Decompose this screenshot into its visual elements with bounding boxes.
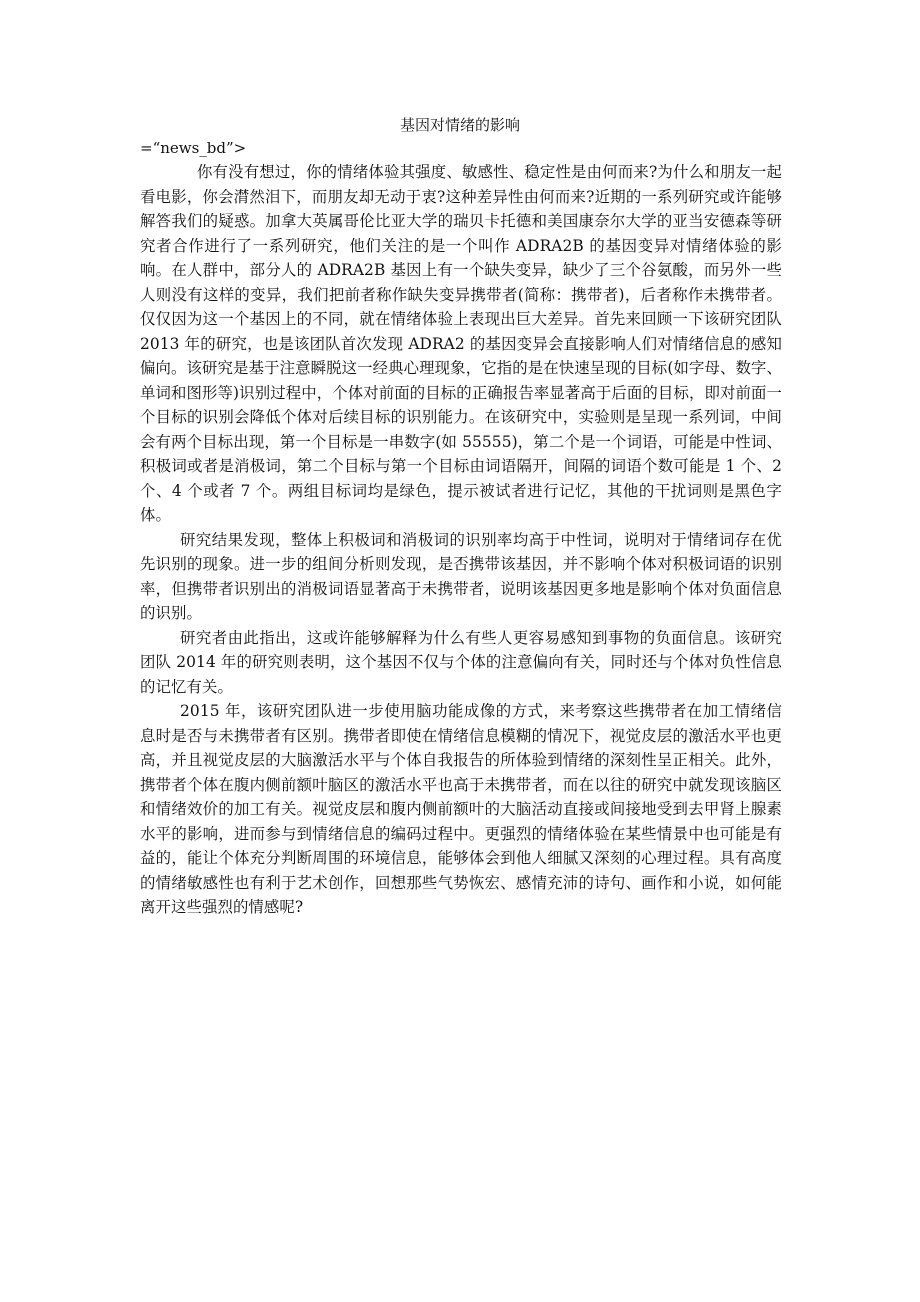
- paragraph-3: 研究者由此指出，这或许能够解释为什么有些人更容易感知到事物的负面信息。该研究团队 2014 年的研究则表明，这个基因不仅与个体的注意偏向有关，同时还与个体对负性信息的记忆有关。: [140, 628, 782, 696]
- paragraph-2: 研究结果发现，整体上积极词和消极词的识别率均高于中性词，说明对于情绪词存在优先识别的现象。进一步的组间分析则发现，是否携带该基因，并不影响个体对积极词语的识别率，但携带者识别出的消极词语显著高于未携带者，说明该基因更多地是影响个体对负面信息的识别。: [140, 530, 782, 622]
- article-body: [140, 160, 782, 920]
- paragraph-1: 你有没有想过，你的情绪体验其强度、敏感性、稳定性是由何而来?为什么和朋友一起看电影，你会潸然泪下，而朋友却无动于衷?这种差异性由何而来?近期的一系列研究或许能够解答我们的疑惑。加拿大英属哥伦比亚大学的瑞贝卡托德和美国康奈尔大学的亚当安德森等研究者合作进行了一系列研究，他们关注的是一个叫作 ADRA2B 的基因变异对情绪体验的影响。在人群中，部分人的 ADRA2B 基因上有一个缺失变异，缺少了三个谷氨酸，而另外一些人则没有这样的变异，我们把前者称作缺失变异携带者(简称：携带者)，后者称作未携带者。仅仅因为这一个基因上的不同，就在情绪体验上表现出巨大差异。首先来回顾一下该研究团队 2013 年的研究，也是该团队首次发现 ADRA2 的基因变异会直接影响人们对情绪信息的感知偏向。该研究是基于注意瞬脱这一经典心理现象，它指的是在快速呈现的目标(如字母、数字、单词和图形等)识别过程中，个体对前面的目标的正确报告率显著高于后面的目标，即对前面一个目标的识别会降低个体对后续目标的识别能力。在该研究中，实验则是呈现一系列词，中间会有两个目标出现，第一个目标是一串数字(如 55555)，第二个是一个词语，可能是中性词、积极词或者是消极词，第二个目标与第一个目标由词语隔开，间隔的词语个数可能是 1 个、2 个、4 个或者 7 个。两组目标词均是绿色，提示被试者进行记忆，其他的干扰词则是黑色字体。: [140, 163, 782, 524]
- document-title: 基因对情绪的影响: [399, 116, 520, 134]
- paragraph-4: 2015 年，该研究团队进一步使用脑功能成像的方式，来考察这些携带者在加工情绪信息时是否与未携带者有区别。携带者即使在情绪信息模糊的情况下，视觉皮层的激活水平也更高，并且视觉皮层的大脑激活水平与个体自我报告的所体验到情绪的深刻性呈正相关。此外，携带者个体在腹内侧前额叶脑区的激活水平也高于未携带者，而在以往的研究中就发现该脑区和情绪效价的加工有关。视觉皮层和腹内侧前额叶的大脑活动直接或间接地受到去甲肾上腺素水平的影响，进而参与到情绪信息的编码过程中。更强烈的情绪体验在某些情景中也可能是有益的，能让个体充分判断周围的环境信息，能够体会到他人细腻又深刻的心理过程。具有高度的情绪敏感性也有利于艺术创作，回想那些气势恢宏、感情充沛的诗句、画作和小说，如何能离开这些强烈的情感呢?: [140, 702, 782, 916]
- stray-markup-text: =“news_bd”>: [140, 139, 247, 157]
